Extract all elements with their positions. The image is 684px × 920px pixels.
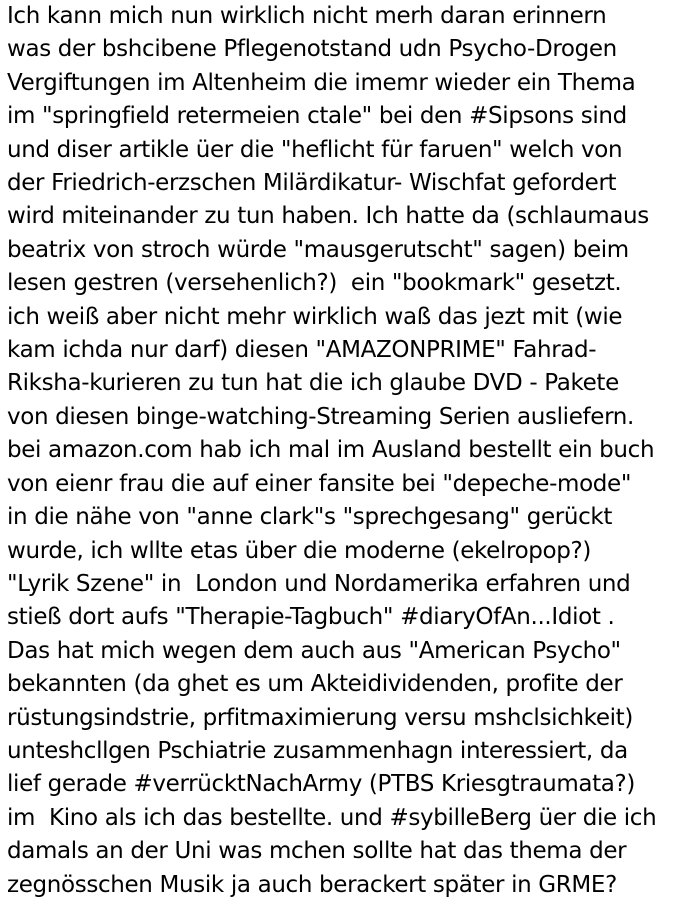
text-line: von diesen binge-watching-Streaming Serien ausliefern. (7, 403, 634, 430)
text-line: kam ichda nur darf) diesen "AMAZONPRIME" Fahrad- (7, 337, 597, 364)
text-line: bei amazon.com hab ich mal im Ausland bestellt ein buch (7, 437, 655, 464)
text-line: wurde, ich wllte etas über die moderne (ekelropop?) (7, 537, 592, 564)
text-line: damals an der Uni was mchen sollte hat das thema der (7, 838, 627, 865)
text-line: wird miteinander zu tun haben. Ich hatte da (schlaumaus (7, 203, 649, 230)
text-line: rüstungsindstrie, prfitmaximierung versu mshclsichkeit) (7, 704, 633, 731)
document-text (7, 0, 684, 902)
text-line: unteshcllgen Pschiatrie zusammenhagn interessiert, da (7, 737, 628, 764)
text-line: in die nähe von "anne clark"s "sprechgesang" gerückt (7, 504, 613, 531)
text-line: was der bshcibene Pflegenotstand udn Psycho-Drogen (7, 36, 617, 63)
text-line: im Kino als ich das bestellte. und #sybilleBerg üer die ich (7, 804, 657, 831)
text-line: der Friedrich-erzschen Milärdikatur- Wischfat gefordert (7, 170, 617, 197)
text-line: im "springfield retermeien ctale" bei den #Sipsons sind (7, 103, 627, 130)
text-line: lesen gestren (versehenlich?) ein "bookmark" gesetzt. (7, 270, 622, 297)
text-line: stieß dort aufs "Therapie-Tagbuch" #diaryOfAn...Idiot . (7, 604, 615, 631)
text-line: Riksha-kurieren zu tun hat die ich glaube DVD - Pakete (7, 370, 619, 397)
text-line: lief gerade #verrücktNachArmy (PTBS Kriesgtraumata?) (7, 771, 636, 798)
text-line: und diser artikle üer die "heflicht für faruen" welch von (7, 136, 623, 163)
text-line: beatrix von stroch würde "mausgerutscht" sagen) beim (7, 236, 629, 263)
text-line: "Lyrik Szene" in London und Nordamerika erfahren und (7, 570, 631, 597)
text-line: Das hat mich wegen dem auch aus "American Psycho" (7, 637, 621, 664)
text-line: zegnösschen Musik ja auch berackert später in GRME? (7, 871, 617, 898)
text-line: von eienr frau die auf einer fansite bei "depeche-mode" (7, 470, 632, 497)
text-line: ich weiß aber nicht mehr wirklich waß das jezt mit (wie (7, 303, 623, 330)
text-line: Vergiftungen im Altenheim die imemr wieder ein Thema (7, 69, 636, 96)
text-line: Ich kann mich nun wirklich nicht merh daran erinnern (7, 3, 607, 29)
text-line: bekannten (da ghet es um Akteidividenden, profite der (7, 671, 623, 698)
